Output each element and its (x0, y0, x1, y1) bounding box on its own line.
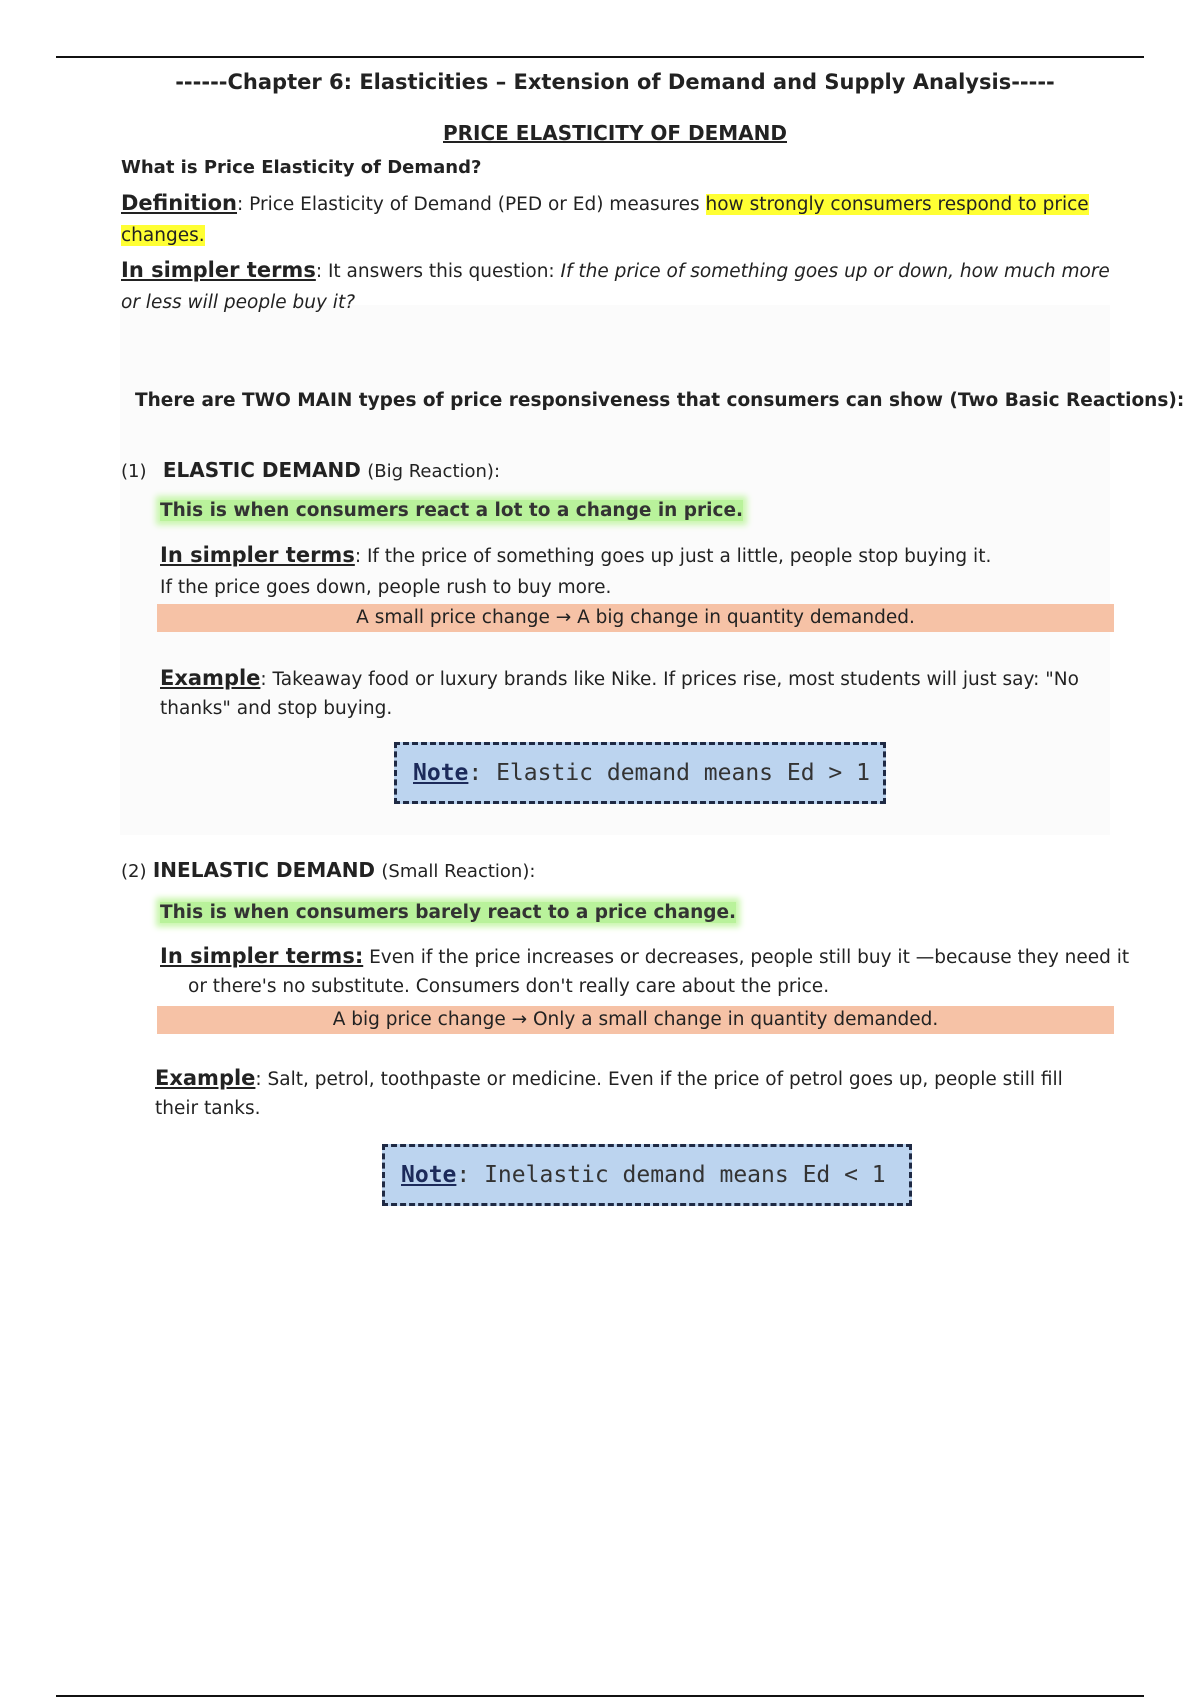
simpler-terms-label: In simpler terms (121, 258, 316, 282)
inelastic-title: INELASTIC DEMAND (152, 858, 376, 882)
elastic-example-text: : Takeaway food or luxury brands like Nike. If prices rise, most students will just say: "No thanks" and stop buying. (160, 669, 1079, 719)
elastic-simpler (160, 540, 1110, 603)
elastic-example (160, 664, 1110, 723)
inelastic-note-label: Note (401, 1162, 457, 1188)
inelastic-note-box (382, 1144, 912, 1206)
top-rule (56, 56, 1144, 58)
simpler-terms-paragraph (121, 255, 1111, 318)
inelastic-simpler (160, 942, 1138, 1001)
elastic-simpler-text-2: If the price goes down, people rush to buy more. (160, 577, 612, 598)
elastic-subtitle: (Big Reaction): (367, 461, 501, 482)
definition-text: : Price Elasticity of Demand (PED or Ed) measures (237, 194, 706, 215)
inelastic-green-highlight: This is when consumers barely react to a price change. (160, 902, 737, 923)
simpler-terms-text: : It answers this question: (315, 261, 561, 282)
elastic-heading (121, 458, 500, 482)
elastic-number: (1) (121, 461, 147, 482)
inelastic-simpler-text: Even if the price increases or decreases, people still buy it —because they need it or there's no substitute. Consumers don't really care about the price. (188, 947, 1130, 997)
inelastic-number: (2) (121, 861, 147, 882)
definition-highlight: how strongly consumers respond to price changes. (121, 194, 1089, 246)
elastic-definition (160, 500, 743, 521)
inelastic-definition (160, 902, 736, 923)
elastic-simpler-text-1: : If the price of something goes up just a little, people stop buying it. (354, 546, 992, 567)
inelastic-example (155, 1064, 1105, 1123)
inelastic-example-text: : Salt, petrol, toothpaste or medicine. Even if the price of petrol goes up, people still fill their tanks. (155, 1069, 1063, 1119)
bottom-rule (56, 1695, 1144, 1697)
inelastic-note-text: : Inelastic demand means Ed < 1 (456, 1162, 886, 1188)
elastic-example-label: Example (160, 666, 261, 690)
question-heading: What is Price Elasticity of Demand? (121, 157, 482, 178)
two-types-intro: There are TWO MAIN types of price responsiveness that consumers can show (Two Basic Reactions): (135, 390, 1185, 411)
inelastic-simpler-label: In simpler terms: (160, 944, 364, 968)
inelastic-subtitle: (Small Reaction): (381, 861, 536, 882)
elastic-note-label: Note (413, 760, 469, 786)
inelastic-example-label: Example (155, 1066, 256, 1090)
definition-paragraph (121, 188, 1111, 251)
elastic-note-text: : Elastic demand means Ed > 1 (468, 760, 870, 786)
section-heading: PRICE ELASTICITY OF DEMAND (443, 121, 787, 145)
inelastic-heading (121, 858, 535, 882)
elastic-title: ELASTIC DEMAND (162, 458, 361, 482)
definition-label: Definition (121, 191, 238, 215)
inelastic-summary-band: A big price change → Only a small change in quantity demanded. (157, 1006, 1114, 1034)
elastic-green-highlight: This is when consumers react a lot to a change in price. (160, 500, 744, 521)
elastic-summary-band: A small price change → A big change in quantity demanded. (157, 604, 1114, 632)
elastic-simpler-label: In simpler terms (160, 543, 355, 567)
simpler-terms-question: If the price of something goes up or down, how much more or less will people buy it? (121, 261, 1110, 313)
chapter-title: ------Chapter 6: Elasticities – Extension of Demand and Supply Analysis----- (175, 70, 1055, 94)
elastic-note-box (394, 742, 886, 804)
